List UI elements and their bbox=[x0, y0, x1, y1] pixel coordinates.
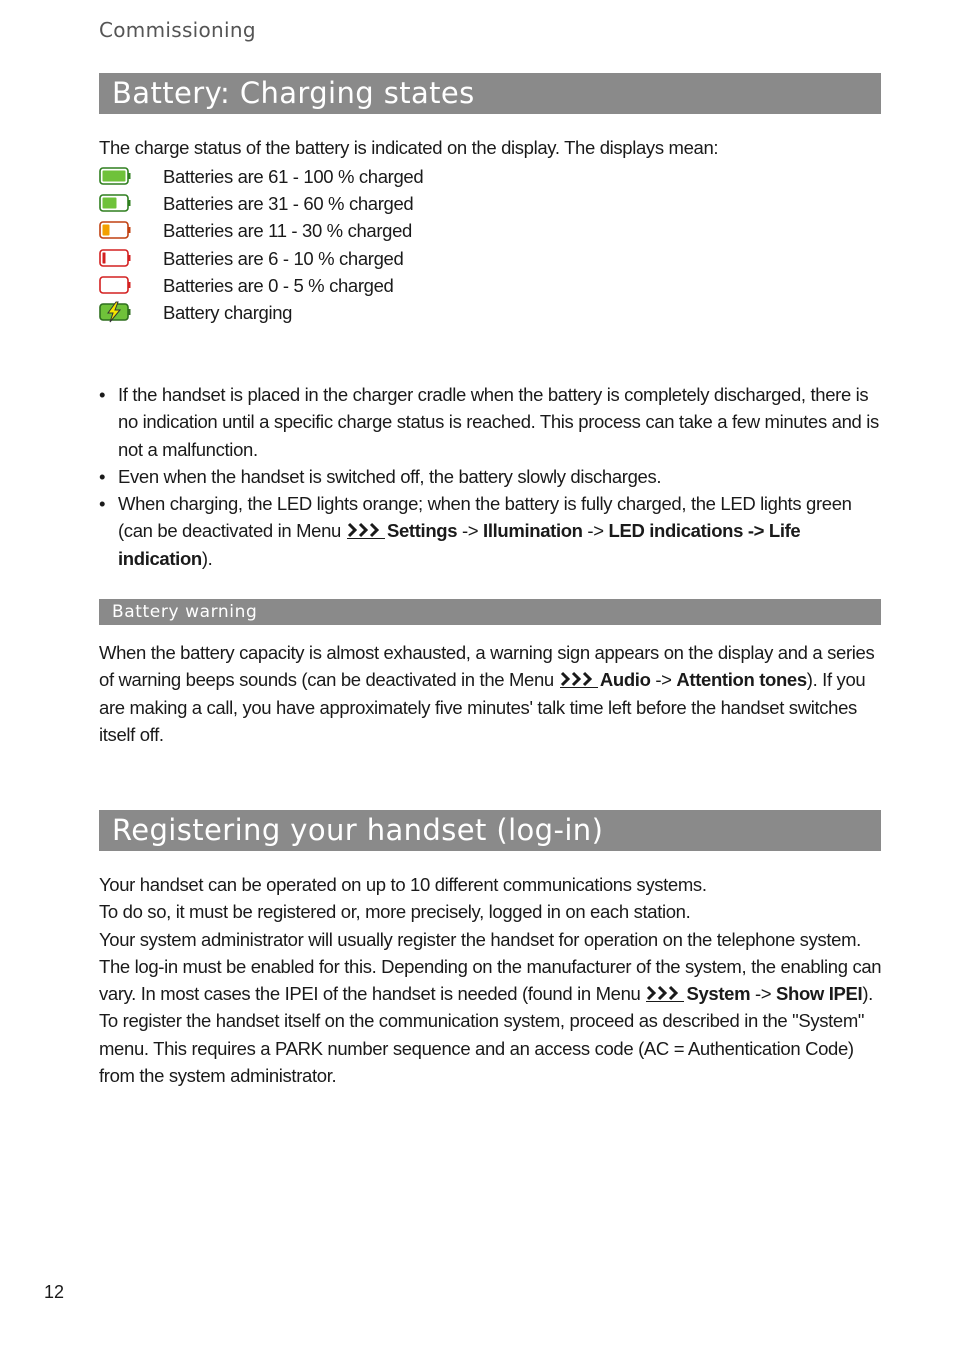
bullet-text: When charging, the LED lights orange; when the battery is fully charged, the LED lights green (can be deactivated in Menu bbox=[118, 493, 852, 542]
battery-state-text: Batteries are 11 - 30 % charged bbox=[163, 220, 412, 242]
register-text: Your system administrator will usually register the handset for operation on the telephone system. The log-in must be enabled for this. Depending on the manufacturer of the system, the enabling can vary. In most cases the IPEI of the handset is needed (found in Menu bbox=[99, 928, 882, 1005]
register-paragraph bbox=[99, 871, 883, 1089]
menu-path-led-indications: LED indications -> Life indication bbox=[118, 520, 801, 569]
menu-path-illumination: Illumination bbox=[483, 520, 583, 542]
battery-full-icon bbox=[99, 167, 131, 185]
battery-low-icon bbox=[99, 221, 131, 239]
menu-path-audio: Audio bbox=[599, 669, 651, 691]
bullet-text: Even when the handset is switched off, the battery slowly discharges. bbox=[118, 465, 662, 487]
heading-registering-handset: Registering your handset (log-in) bbox=[99, 810, 881, 851]
menu-path-show-ipei: Show IPEI bbox=[776, 983, 863, 1005]
battery-state-text: Batteries are 31 - 60 % charged bbox=[163, 193, 414, 215]
list-item bbox=[99, 381, 883, 463]
register-line: To do so, it must be registered or, more precisely, logged in on each station. bbox=[99, 901, 691, 923]
menu-path-attention-tones: Attention tones bbox=[676, 669, 807, 691]
bullet-text: If the handset is placed in the charger cradle when the battery is completely discharged, there is no indication until a specific charge status is reached. This process can take a few minutes and is not a malfunction. bbox=[118, 384, 879, 460]
battery-notes-list bbox=[99, 381, 883, 572]
battery-half-icon bbox=[99, 194, 131, 212]
bullet-text-end: ). bbox=[201, 547, 213, 569]
menu-path-system: System bbox=[686, 983, 751, 1005]
battery-state-text: Batteries are 61 - 100 % charged bbox=[163, 166, 424, 187]
register-text-end: ). To register the handset itself on the communication system, proceed as described in the "System" menu. This requires a PARK number sequence and an access code (AC = Authentication Code) from the system administrator. bbox=[99, 983, 873, 1087]
heading-battery-charging-states: Battery: Charging states bbox=[99, 73, 881, 114]
menu-path-separator: -> bbox=[582, 520, 609, 542]
battery-charging-icon bbox=[99, 301, 131, 323]
battery-empty-icon bbox=[99, 276, 131, 294]
menu-path-settings: Settings bbox=[386, 520, 458, 542]
menu-chevron-icon bbox=[347, 521, 385, 539]
menu-chevron-icon bbox=[646, 984, 684, 1002]
menu-path-separator: -> bbox=[650, 669, 677, 691]
menu-path-separator: -> bbox=[750, 983, 777, 1005]
bullet-dot: • bbox=[99, 384, 106, 405]
battery-state-text: Batteries are 0 - 5 % charged bbox=[163, 274, 394, 296]
bullet-dot: • bbox=[99, 493, 106, 515]
list-item bbox=[99, 463, 883, 490]
battery-state-text: Batteries are 6 - 10 % charged bbox=[163, 247, 404, 269]
menu-chevron-icon bbox=[560, 670, 598, 688]
warning-text: When the battery capacity is almost exhausted, a warning sign appears on the display and a series of warning beeps sounds (can be deactivated in the Menu bbox=[99, 642, 875, 691]
battery-very-low-icon bbox=[99, 249, 131, 267]
page-number: 12 bbox=[44, 1282, 65, 1302]
section-label: Commissioning bbox=[99, 18, 256, 42]
menu-path-separator: -> bbox=[457, 520, 484, 542]
register-line: Your handset can be operated on up to 10 different communications systems. bbox=[99, 874, 707, 895]
battery-state-text: Battery charging bbox=[163, 301, 293, 323]
heading-battery-warning: Battery warning bbox=[99, 599, 881, 625]
warning-text-end: ). If you are making a call, you have approximately five minutes' talk time left before the handset switches itself off. bbox=[99, 669, 866, 745]
list-item bbox=[99, 490, 883, 572]
battery-warning-paragraph bbox=[99, 639, 883, 748]
bullet-dot: • bbox=[99, 465, 106, 487]
battery-intro: The charge status of the battery is indicated on the display. The displays mean: bbox=[99, 137, 719, 158]
